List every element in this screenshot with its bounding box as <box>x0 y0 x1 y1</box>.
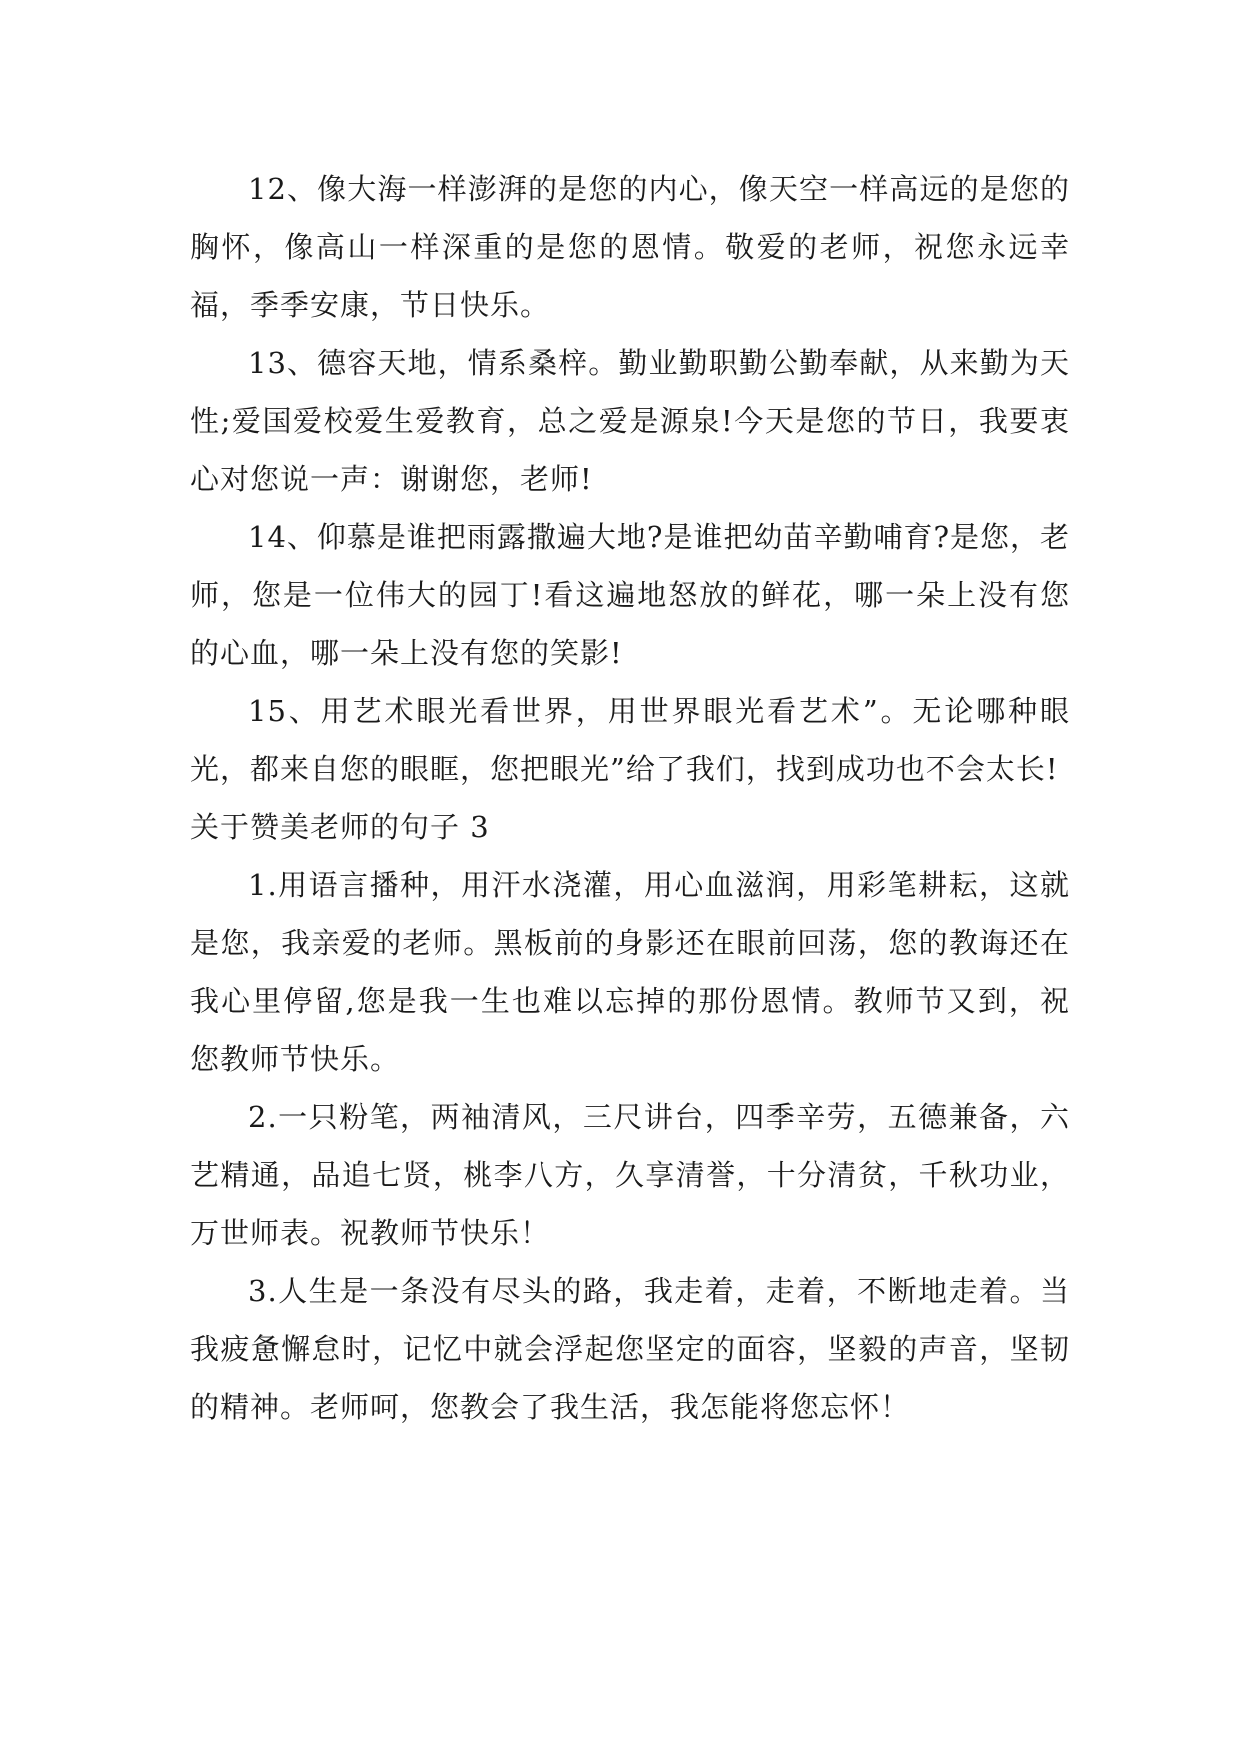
document-body <box>190 160 1070 1436</box>
paragraph-15: 15、用艺术眼光看世界，用世界眼光看艺术”。无论哪种眼光，都来自您的眼眶，您把眼光”给了我们，找到成功也不会太长! <box>190 694 1070 786</box>
paragraph-12: 12、像大海一样澎湃的是您的内心，像天空一样高远的是您的胸怀，像高山一样深重的是您的恩情。敬爱的老师，祝您永远幸福，季季安康，节日快乐。 <box>190 172 1070 322</box>
paragraph-14: 14、仰慕是谁把雨露撒遍大地?是谁把幼苗辛勤哺育?是您，老师，您是一位伟大的园丁!看这遍地怒放的鲜花，哪一朵上没有您的心血，哪一朵上没有您的笑影! <box>190 520 1070 670</box>
paragraph-2: 2.一只粉笔，两袖清风，三尺讲台，四季辛劳，五德兼备，六艺精通，品追七贤，桃李八方，久享清誉，十分清贫，千秋功业，万世师表。祝教师节快乐！ <box>190 1100 1070 1250</box>
section-heading: 关于赞美老师的句子 3 <box>190 810 490 844</box>
paragraph-13: 13、德容天地，情系桑梓。勤业勤职勤公勤奉献，从来勤为天性;爱国爱校爱生爱教育，总之爱是源泉!今天是您的节日，我要衷心对您说一声：谢谢您，老师! <box>190 346 1070 496</box>
paragraph-1: 1.用语言播种，用汗水浇灌，用心血滋润，用彩笔耕耘，这就是您，我亲爱的老师。黑板前的身影还在眼前回荡，您的教诲还在我心里停留,您是我一生也难以忘掉的那份恩情。教师节又到，祝您教师节快乐。 <box>190 868 1070 1076</box>
paragraph-3: 3.人生是一条没有尽头的路，我走着，走着，不断地走着。当我疲惫懈怠时，记忆中就会浮起您坚定的面容，坚毅的声音，坚韧的精神。老师呵，您教会了我生活，我怎能将您忘怀！ <box>190 1274 1070 1424</box>
